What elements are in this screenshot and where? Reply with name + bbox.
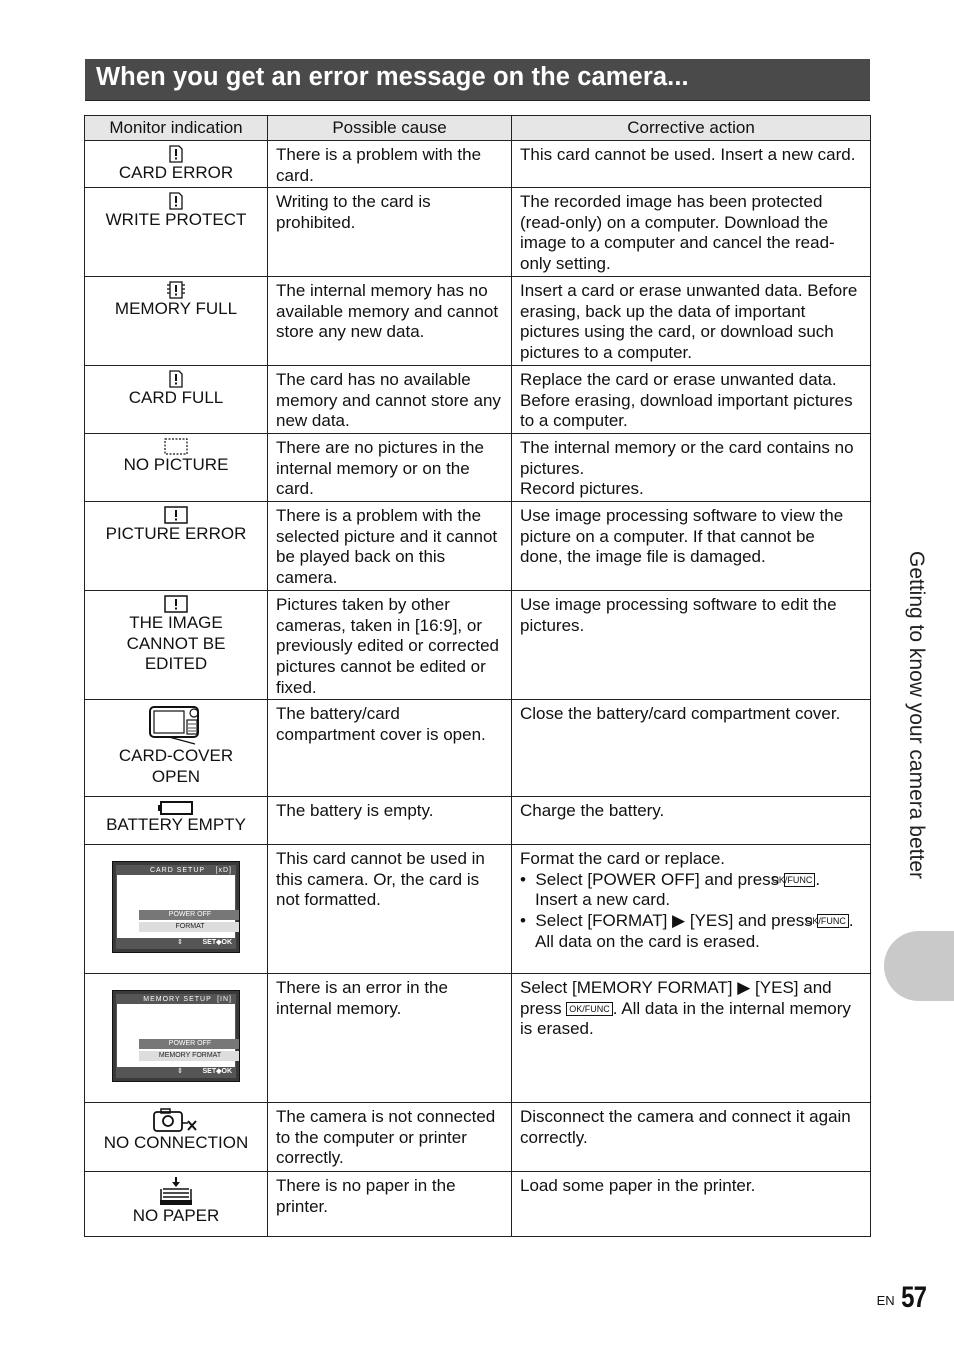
monitor-label: PICTURE ERROR xyxy=(105,524,247,543)
action-cell: This card cannot be used. Insert a new card. xyxy=(512,141,871,188)
screen-ok-label: OK xyxy=(221,939,232,946)
cause-cell: There is a problem with the card. xyxy=(268,141,512,188)
cause-cell: Pictures taken by other cameras, taken in [16:9], or previously edited or corrected pictures cannot be edited or fixed. xyxy=(268,591,512,700)
table-row xyxy=(85,366,871,434)
okfunc-button-icon: OK/FUNC xyxy=(566,1002,613,1016)
action-cell xyxy=(512,845,871,974)
header-monitor: Monitor indication xyxy=(85,116,268,141)
monitor-cell xyxy=(85,974,268,1103)
memory-setup-screen: MEMORY SETUP [IN] POWER OFF MEMORY FORMAT ⇕ SET◆OK xyxy=(112,990,240,1082)
screen-title: MEMORY SETUP xyxy=(143,996,212,1003)
action-cell: Use image processing software to view the picture on a computer. If that cannot be done, the image file is damaged. xyxy=(512,502,871,591)
monitor-label: CARD-COVER OPEN xyxy=(118,746,234,786)
picture-error-icon xyxy=(164,506,188,524)
cause-cell: There is a problem with the selected picture and it cannot be played back on this camera. xyxy=(268,502,512,591)
cause-cell: The internal memory has no available memory and cannot store any new data. xyxy=(268,277,512,366)
card-full-icon xyxy=(169,370,183,388)
action-bullet: • Select [FORMAT] ▶ [YES] and press OK/FUNC . All data on the card is erased. xyxy=(520,911,854,951)
side-chapter-tab xyxy=(905,551,932,931)
table-row xyxy=(85,277,871,366)
memory-full-icon xyxy=(166,281,186,299)
monitor-label: BATTERY EMPTY xyxy=(106,815,246,834)
table-row xyxy=(85,797,871,845)
table-row xyxy=(85,434,871,502)
monitor-label: NO PAPER xyxy=(132,1206,220,1225)
header-action: Corrective action xyxy=(512,116,871,141)
screen-option-format: FORMAT xyxy=(139,922,239,932)
screen-tag: [xD] xyxy=(215,867,232,874)
monitor-label: MEMORY FULL xyxy=(114,299,238,318)
page-title: When you get an error message on the camera... xyxy=(96,63,689,91)
action-cell: Close the battery/card compartment cover. xyxy=(512,700,871,797)
action-cell: Use image processing software to edit the pictures. xyxy=(512,591,871,700)
screen-ok-label: OK xyxy=(221,1068,232,1075)
page-lang: EN xyxy=(876,1293,895,1308)
monitor-cell xyxy=(85,700,268,797)
monitor-cell xyxy=(85,277,268,366)
table-row xyxy=(85,591,871,700)
action-text: Select [POWER OFF] and press xyxy=(535,869,784,889)
action-text: Select [MEMORY FORMAT] ▶ [YES] and press xyxy=(520,978,832,1018)
action-bullet: • Select [POWER OFF] and press OK/FUNC . Insert a new card. xyxy=(520,869,821,910)
action-cell: Load some paper in the printer. xyxy=(512,1172,871,1237)
monitor-cell xyxy=(85,797,268,845)
action-cell xyxy=(512,974,871,1103)
page-number xyxy=(877,1281,929,1315)
action-cell: Replace the card or erase unwanted data. Before erasing, download important pictures to a computer. xyxy=(512,366,871,434)
page-number-value: 57 xyxy=(900,1281,926,1314)
action-cell: The internal memory or the card contains no pictures. Record pictures. xyxy=(512,434,871,502)
monitor-label: WRITE PROTECT xyxy=(105,210,247,229)
side-tab-label: Getting to know your camera better xyxy=(905,551,928,879)
screen-option-power-off: POWER OFF xyxy=(139,910,239,920)
action-text: . All data in the internal memory is erased. xyxy=(520,998,851,1039)
error-table xyxy=(84,115,871,1237)
action-text: . All data on the card is erased. xyxy=(535,911,854,951)
action-cell: Disconnect the camera and connect it again correctly. xyxy=(512,1103,871,1172)
table-header-row xyxy=(85,116,871,141)
cause-cell: There is an error in the internal memory. xyxy=(268,974,512,1103)
no-connection-icon xyxy=(152,1107,200,1133)
updown-arrow-icon: ⇕ xyxy=(177,939,183,946)
table-row xyxy=(85,1103,871,1172)
screen-set-label: SET xyxy=(202,1068,217,1075)
write-protect-icon xyxy=(169,192,183,210)
cause-cell: There are no pictures in the internal memory or on the card. xyxy=(268,434,512,502)
table-row xyxy=(85,502,871,591)
action-text: . Insert a new card. xyxy=(535,869,821,910)
action-cell: Insert a card or erase unwanted data. Before erasing, back up the data of important pictures using the card, or download such pictures to a computer. xyxy=(512,277,871,366)
screen-title: CARD SETUP xyxy=(149,867,206,874)
card-error-icon xyxy=(169,145,183,163)
screen-tag: [IN] xyxy=(217,996,232,1003)
monitor-cell xyxy=(85,591,268,700)
monitor-label: NO CONNECTION xyxy=(103,1133,249,1152)
cause-cell: There is no paper in the printer. xyxy=(268,1172,512,1237)
okfunc-button-icon: OK/FUNC xyxy=(817,914,849,928)
table-row xyxy=(85,141,871,188)
cause-cell: This card cannot be used in this camera. Or, the card is not formatted. xyxy=(268,845,512,974)
cause-cell: The battery is empty. xyxy=(268,797,512,845)
monitor-label: CARD ERROR xyxy=(118,163,234,182)
monitor-cell xyxy=(85,845,268,974)
action-cell: The recorded image has been protected (read-only) on a computer. Download the image to a computer and cancel the read-only setting. xyxy=(512,188,871,277)
table-row xyxy=(85,700,871,797)
monitor-cell xyxy=(85,366,268,434)
header-cause: Possible cause xyxy=(268,116,512,141)
screen-set-label: SET xyxy=(202,939,217,946)
monitor-label: CARD FULL xyxy=(128,388,224,407)
monitor-cell xyxy=(85,1172,268,1237)
monitor-cell xyxy=(85,141,268,188)
monitor-label: THE IMAGE CANNOT BE EDITED xyxy=(126,613,226,674)
updown-arrow-icon: ⇕ xyxy=(177,1068,183,1075)
title-bar xyxy=(85,59,870,101)
table-row xyxy=(85,845,871,974)
battery-empty-icon xyxy=(158,801,194,815)
no-picture-icon xyxy=(164,438,188,455)
monitor-cell xyxy=(85,188,268,277)
monitor-cell xyxy=(85,1103,268,1172)
cause-cell: The card has no available memory and cannot store any new data. xyxy=(268,366,512,434)
cause-cell: Writing to the card is prohibited. xyxy=(268,188,512,277)
cause-cell: The camera is not connected to the computer or printer correctly. xyxy=(268,1103,512,1172)
monitor-label: NO PICTURE xyxy=(123,455,229,474)
action-intro: Format the card or replace. xyxy=(520,849,726,868)
cause-cell: The battery/card compartment cover is open. xyxy=(268,700,512,797)
card-cover-open-icon xyxy=(147,704,205,746)
table-row xyxy=(85,974,871,1103)
table-row xyxy=(85,1172,871,1237)
action-cell: Charge the battery. xyxy=(512,797,871,845)
table-row xyxy=(85,188,871,277)
image-edit-error-icon xyxy=(164,595,188,613)
screen-option-power-off: POWER OFF xyxy=(139,1039,239,1049)
action-text: Select [FORMAT] ▶ [YES] and press xyxy=(535,911,818,931)
screen-option-memory-format: MEMORY FORMAT xyxy=(139,1051,239,1061)
monitor-cell xyxy=(85,434,268,502)
chapter-thumb-marker xyxy=(884,931,954,1001)
okfunc-button-icon: OK/FUNC xyxy=(784,873,816,887)
card-setup-screen: CARD SETUP [xD] POWER OFF FORMAT ⇕ SET◆OK xyxy=(112,861,240,953)
no-paper-icon xyxy=(158,1176,194,1206)
monitor-cell xyxy=(85,502,268,591)
